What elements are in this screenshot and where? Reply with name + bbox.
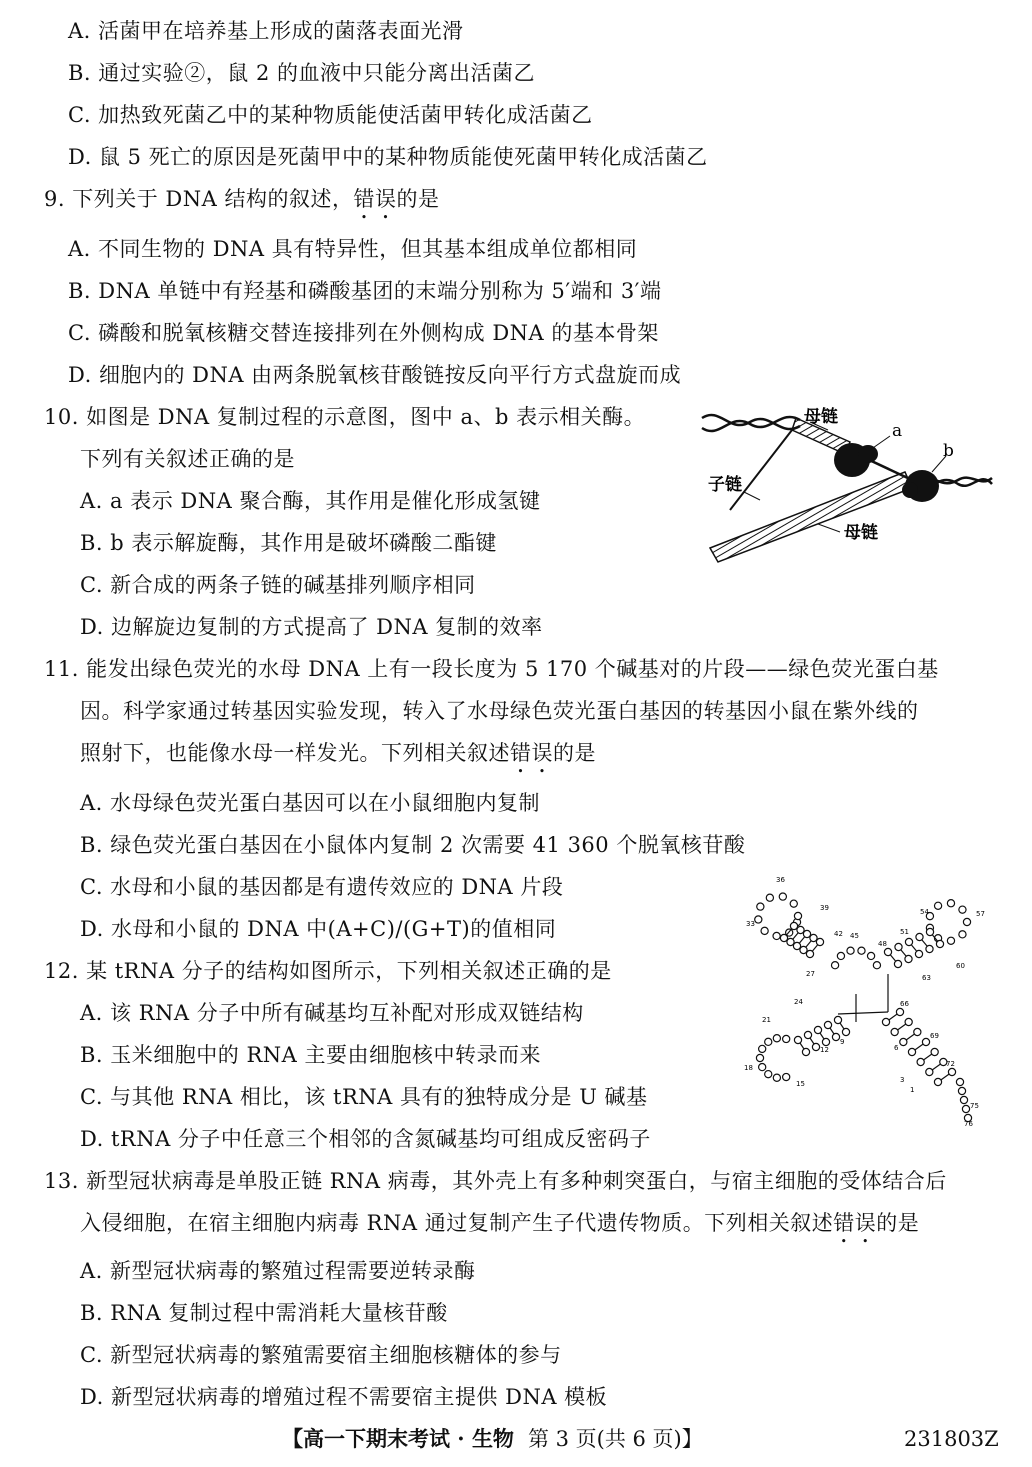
nucleotide bbox=[783, 1035, 790, 1042]
nucleotide bbox=[824, 1021, 831, 1028]
q8-option-d: D. 鼠 5 死亡的原因是死菌甲中的某种物质能使死菌甲转化成活菌乙 bbox=[68, 145, 708, 169]
nucleotide bbox=[800, 946, 807, 953]
nucleotide bbox=[773, 1035, 780, 1042]
nucleotide-number: 15 bbox=[796, 1080, 805, 1088]
nucleotide bbox=[810, 934, 817, 941]
exam-code: 231803Z bbox=[904, 1427, 999, 1451]
q11-stem-line1: 11. 能发出绿色荧光的水母 DNA 上有一段长度为 5 170 个碱基对的片段——绿色荧光蛋白基 bbox=[44, 657, 939, 681]
nucleotide bbox=[802, 1048, 809, 1055]
q8-option-b: B. 通过实验②，鼠 2 的血液中只能分离出活菌乙 bbox=[68, 61, 535, 85]
nucleotide bbox=[963, 918, 970, 925]
q9-stem: 9. 下列关于 DNA 结构的叙述，错误的是 bbox=[44, 187, 440, 211]
nucleotide bbox=[766, 894, 773, 901]
q11-option-a: A. 水母绿色荧光蛋白基因可以在小鼠细胞内复制 bbox=[80, 791, 541, 815]
nucleotide bbox=[926, 945, 933, 952]
nucleotide-number: 72 bbox=[946, 1060, 955, 1068]
q9-option-c: C. 磷酸和脱氧核糖交替连接排列在外侧构成 DNA 的基本骨架 bbox=[68, 321, 659, 345]
q10-option-c: C. 新合成的两条子链的碱基排列顺序相同 bbox=[80, 573, 476, 597]
nucleotide bbox=[947, 937, 954, 944]
nucleotide bbox=[806, 950, 813, 957]
nucleotide-number: 63 bbox=[922, 974, 931, 982]
nucleotide bbox=[832, 1033, 839, 1040]
label-child-strand: 子链 bbox=[708, 475, 742, 495]
q10-option-b: B. b 表示解旋酶，其作用是破坏磷酸二酯键 bbox=[80, 531, 497, 555]
nucleotide bbox=[896, 1008, 903, 1015]
nucleotide bbox=[765, 1071, 772, 1078]
nucleotide-number: 42 bbox=[834, 930, 843, 938]
nucleotide bbox=[755, 916, 762, 923]
emphasis-mark: 错 bbox=[833, 1211, 855, 1235]
nucleotide bbox=[759, 1063, 766, 1070]
nucleotide-number: 48 bbox=[878, 940, 887, 948]
nucleotide bbox=[814, 1026, 821, 1033]
nucleotide bbox=[790, 922, 797, 929]
q10-option-a: A. a 表示 DNA 聚合酶，其作用是催化形成氢键 bbox=[80, 489, 541, 513]
nucleotide-number: 3 bbox=[900, 1076, 905, 1084]
q13-option-d: D. 新型冠状病毒的增殖过程不需要宿主提供 DNA 模板 bbox=[80, 1385, 608, 1409]
q13-stem-line1: 13. 新型冠状病毒是单股正链 RNA 病毒，其外壳上有多种刺突蛋白，与宿主细胞的受体结合后 bbox=[44, 1169, 947, 1193]
q12-option-d: D. tRNA 分子中任意三个相邻的含氮碱基均可组成反密码子 bbox=[80, 1127, 651, 1151]
nucleotide bbox=[783, 1073, 790, 1080]
nucleotide bbox=[900, 1038, 907, 1045]
nucleotide bbox=[917, 1058, 924, 1065]
nucleotide bbox=[794, 1036, 801, 1043]
nucleotide bbox=[960, 1096, 967, 1103]
q9-option-b: B. DNA 单链中有羟基和磷酸基团的末端分别称为 5′端和 3′端 bbox=[68, 279, 662, 303]
nucleotide bbox=[761, 927, 768, 934]
q13-option-c: C. 新型冠状病毒的繁殖需要宿主细胞核糖体的参与 bbox=[80, 1343, 562, 1367]
nucleotide bbox=[926, 1068, 933, 1075]
q10-stem-line2: 下列有关叙述正确的是 bbox=[80, 447, 295, 471]
q12-option-c: C. 与其他 RNA 相比，该 tRNA 具有的独特成分是 U 碱基 bbox=[80, 1085, 648, 1109]
q12-option-a: A. 该 RNA 分子中所有碱基均互补配对形成双链结构 bbox=[80, 1001, 584, 1025]
nucleotide bbox=[757, 903, 764, 910]
nucleotide-number: 57 bbox=[976, 910, 985, 918]
nucleotide bbox=[891, 1028, 898, 1035]
nucleotide bbox=[837, 952, 844, 959]
nucleotide-number: 24 bbox=[794, 998, 803, 1006]
nucleotide-number: 39 bbox=[820, 904, 829, 912]
emphasis-mark: 误 bbox=[854, 1211, 877, 1235]
label-mother-strand-1: 母链 bbox=[804, 407, 838, 427]
nucleotide bbox=[915, 950, 922, 957]
nucleotide bbox=[804, 1031, 811, 1038]
page-footer: 【高一下期末考试 · 生物 第 3 页(共 6 页)】 bbox=[282, 1426, 703, 1451]
q12-stem: 12. 某 tRNA 分子的结构如图所示，下列相关叙述正确的是 bbox=[44, 959, 612, 983]
nucleotide bbox=[847, 947, 854, 954]
nucleotide bbox=[790, 900, 797, 907]
nucleotide-number: 60 bbox=[956, 962, 965, 970]
nucleotide bbox=[842, 1028, 849, 1035]
nucleotide bbox=[759, 1045, 766, 1052]
label-mother-strand-2: 母链 bbox=[844, 523, 878, 543]
nucleotide bbox=[958, 1087, 965, 1094]
q11-option-d: D. 水母和小鼠的 DNA 中(A+C)/(G+T)的值相同 bbox=[80, 917, 557, 941]
nucleotide bbox=[936, 940, 943, 947]
nucleotide bbox=[773, 1074, 780, 1081]
nucleotide bbox=[947, 900, 954, 907]
nucleotide-number: 54 bbox=[920, 908, 929, 916]
emphasis-mark: 误 bbox=[374, 187, 397, 211]
nucleotide-number: 76 bbox=[964, 1120, 973, 1128]
nucleotide bbox=[779, 893, 786, 900]
nucleotide bbox=[905, 1018, 912, 1025]
nucleotide-number: 18 bbox=[744, 1064, 753, 1072]
nucleotide bbox=[959, 931, 966, 938]
nucleotide bbox=[797, 926, 804, 933]
nucleotide bbox=[812, 1043, 819, 1050]
nucleotide bbox=[956, 1078, 963, 1085]
nucleotide bbox=[834, 1016, 841, 1023]
q11-stem-line3: 照射下，也能像水母一样发光。下列相关叙述错误的是 bbox=[80, 741, 596, 765]
subject-label: 生物 bbox=[471, 1426, 514, 1451]
nucleotide bbox=[908, 1048, 915, 1055]
nucleotide bbox=[926, 928, 933, 935]
dna-replication-diagram bbox=[700, 400, 995, 565]
label-enzyme-a: a bbox=[892, 421, 903, 441]
nucleotide-number: 9 bbox=[840, 1038, 845, 1046]
nucleotide-number: 51 bbox=[900, 928, 909, 936]
nucleotide bbox=[922, 1038, 929, 1045]
nucleotide bbox=[884, 948, 891, 955]
nucleotide-number: 45 bbox=[850, 932, 859, 940]
q10-option-d: D. 边解旋边复制的方式提高了 DNA 复制的效率 bbox=[80, 615, 543, 639]
q8-option-a: A. 活菌甲在培养基上形成的菌落表面光滑 bbox=[68, 19, 464, 43]
nucleotide bbox=[916, 933, 923, 940]
q9-option-a: A. 不同生物的 DNA 具有特异性，但其基本组成单位都相同 bbox=[68, 237, 638, 261]
nucleotide bbox=[948, 1068, 955, 1075]
nucleotide bbox=[882, 1018, 889, 1025]
emphasis-mark: 错 bbox=[510, 741, 532, 765]
emphasis-mark: 误 bbox=[531, 741, 553, 765]
nucleotide-number: 21 bbox=[762, 1016, 771, 1024]
nucleotide bbox=[905, 938, 912, 945]
q10-stem-line1: 10. 如图是 DNA 复制过程的示意图，图中 a、b 表示相关酶。 bbox=[44, 405, 646, 429]
nucleotide bbox=[822, 1038, 829, 1045]
nucleotide bbox=[895, 943, 902, 950]
q9-option-d: D. 细胞内的 DNA 由两条脱氧核苷酸链按反向平行方式盘旋而成 bbox=[68, 363, 682, 387]
nucleotide bbox=[787, 938, 794, 945]
nucleotide bbox=[803, 930, 810, 937]
nucleotide bbox=[931, 1048, 938, 1055]
q13-option-a: A. 新型冠状病毒的繁殖过程需要逆转录酶 bbox=[80, 1259, 476, 1283]
nucleotide bbox=[816, 938, 823, 945]
q11-stem-line2: 因。科学家通过转基因实验发现，转入了水母绿色荧光蛋白基因的转基因小鼠在紫外线的 bbox=[80, 699, 919, 723]
nucleotide bbox=[858, 947, 865, 954]
q8-option-c: C. 加热致死菌乙中的某种物质能使活菌甲转化成活菌乙 bbox=[68, 103, 593, 127]
nucleotide-number: 66 bbox=[900, 1000, 909, 1008]
trna-cloverleaf-diagram bbox=[738, 872, 990, 1130]
nucleotide-number: 36 bbox=[776, 876, 785, 884]
nucleotide bbox=[873, 962, 880, 969]
q11-option-b: B. 绿色荧光蛋白基因在小鼠体内复制 2 次需要 41 360 个脱氧核苷酸 bbox=[80, 833, 746, 857]
nucleotide bbox=[780, 934, 787, 941]
nucleotide bbox=[959, 906, 966, 913]
label-enzyme-b: b bbox=[943, 441, 954, 461]
nucleotide bbox=[793, 942, 800, 949]
nucleotide bbox=[756, 1054, 763, 1061]
q11-option-c: C. 水母和小鼠的基因都是有遗传效应的 DNA 片段 bbox=[80, 875, 564, 899]
nucleotide bbox=[914, 1028, 921, 1035]
nucleotide bbox=[934, 902, 941, 909]
nucleotide-number: 69 bbox=[930, 1032, 939, 1040]
page-number: 第 3 页(共 6 页)】 bbox=[527, 1427, 703, 1451]
q13-stem-line2: 入侵细胞，在宿主细胞内病毒 RNA 通过复制产生子代遗传物质。下列相关叙述错误的是 bbox=[80, 1211, 920, 1235]
nucleotide-number: 27 bbox=[806, 970, 815, 978]
nucleotide bbox=[831, 962, 838, 969]
nucleotide-number: 75 bbox=[970, 1102, 979, 1110]
nucleotide-number: 6 bbox=[894, 1044, 899, 1052]
nucleotide bbox=[894, 960, 901, 967]
nucleotide bbox=[765, 1038, 772, 1045]
nucleotide bbox=[934, 1078, 941, 1085]
nucleotide bbox=[905, 955, 912, 962]
nucleotide-number: 12 bbox=[820, 1046, 829, 1054]
nucleotide bbox=[962, 1105, 969, 1112]
nucleotide bbox=[773, 932, 780, 939]
nucleotide-number: 33 bbox=[746, 920, 755, 928]
nucleotide bbox=[794, 912, 801, 919]
q12-option-b: B. 玉米细胞中的 RNA 主要由细胞核中转录而来 bbox=[80, 1043, 541, 1067]
nucleotide-number: 1 bbox=[910, 1086, 915, 1094]
nucleotide bbox=[867, 952, 874, 959]
emphasis-mark: 错 bbox=[353, 187, 375, 211]
q13-option-b: B. RNA 复制过程中需消耗大量核苷酸 bbox=[80, 1301, 448, 1325]
